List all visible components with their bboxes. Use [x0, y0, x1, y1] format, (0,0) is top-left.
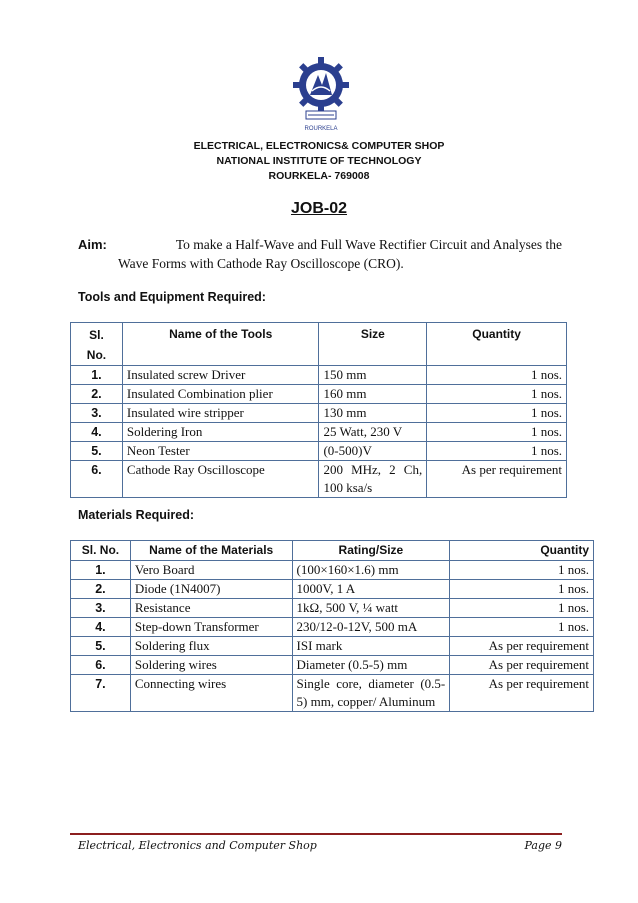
aim-line-1: To make a Half-Wave and Full Wave Rectifier Circuit and Analyses the — [175, 237, 562, 252]
table-row — [71, 656, 594, 675]
sl-no-cell: 5. — [71, 442, 123, 461]
page-number: Page 9 — [524, 839, 562, 852]
tool-name-cell: Soldering Iron — [122, 423, 319, 442]
table-row — [71, 580, 594, 599]
rating-size-cell: ISI mark — [292, 637, 450, 656]
rating-size-cell: 230/12-0-12V, 500 mA — [292, 618, 450, 637]
institute-city: ROURKELA- 769008 — [268, 170, 370, 182]
quantity-cell: As per requirement — [427, 461, 567, 498]
table-row — [71, 637, 594, 656]
aim-label: Aim: — [78, 237, 107, 252]
column-header-quantity: Quantity — [450, 541, 594, 561]
tool-name-cell: Insulated Combination plier — [122, 385, 319, 404]
footer-rule — [70, 833, 562, 835]
material-name-cell: Resistance — [130, 599, 292, 618]
quantity-cell: 1 nos. — [427, 385, 567, 404]
tool-name-cell: Neon Tester — [122, 442, 319, 461]
column-header-quantity: Quantity — [427, 323, 567, 366]
sl-no-cell: 3. — [71, 599, 131, 618]
size-cell: 160 mm — [319, 385, 427, 404]
table-row — [71, 599, 594, 618]
sl-no-cell: 6. — [71, 461, 123, 498]
tool-name-cell: Insulated wire stripper — [122, 404, 319, 423]
table-row — [71, 618, 594, 637]
sl-no-cell: 7. — [71, 675, 131, 712]
quantity-cell: 1 nos. — [450, 618, 594, 637]
table-row — [71, 675, 594, 712]
table-row — [71, 461, 567, 498]
quantity-cell: 1 nos. — [427, 442, 567, 461]
column-header-size: Size — [319, 323, 427, 366]
quantity-cell: 1 nos. — [450, 599, 594, 618]
page-footer — [78, 839, 562, 852]
table-row — [71, 561, 594, 580]
sl-no-cell: 2. — [71, 580, 131, 599]
quantity-cell: As per requirement — [450, 675, 594, 712]
size-cell: 200 MHz, 2 Ch, 100 ksa/s — [319, 461, 427, 498]
institute-name: NATIONAL INSTITUTE OF TECHNOLOGY — [216, 155, 422, 167]
aim-paragraph — [78, 235, 562, 273]
tool-name-cell: Cathode Ray Oscilloscope — [122, 461, 319, 498]
quantity-cell: As per requirement — [450, 637, 594, 656]
table-header-row — [71, 323, 567, 366]
table-row — [71, 385, 567, 404]
materials-table — [70, 540, 594, 712]
quantity-cell: 1 nos. — [450, 580, 594, 599]
quantity-cell: As per requirement — [450, 656, 594, 675]
sl-no-cell: 1. — [71, 366, 123, 385]
size-cell: 25 Watt, 230 V — [319, 423, 427, 442]
material-name-cell: Vero Board — [130, 561, 292, 580]
tool-name-cell: Insulated screw Driver — [122, 366, 319, 385]
sl-no-cell: 4. — [71, 423, 123, 442]
quantity-cell: 1 nos. — [427, 404, 567, 423]
sl-no-cell: 4. — [71, 618, 131, 637]
tools-heading: Tools and Equipment Required: — [78, 290, 266, 304]
institute-logo — [292, 55, 350, 133]
quantity-cell: 1 nos. — [427, 366, 567, 385]
rating-size-cell: 1000V, 1 A — [292, 580, 450, 599]
rating-size-cell: 1kΩ, 500 V, ¼ watt — [292, 599, 450, 618]
quantity-cell: 1 nos. — [427, 423, 567, 442]
material-name-cell: Step-down Transformer — [130, 618, 292, 637]
column-header-sl-no: Sl. No. — [71, 323, 123, 366]
material-name-cell: Connecting wires — [130, 675, 292, 712]
logo-lettering: ROURKELA — [304, 126, 338, 132]
quantity-cell: 1 nos. — [450, 561, 594, 580]
sl-no-cell: 6. — [71, 656, 131, 675]
material-name-cell: Diode (1N4007) — [130, 580, 292, 599]
rating-size-cell: Single core, diameter (0.5-5) mm, copper/ Aluminum — [292, 675, 450, 712]
material-name-cell: Soldering wires — [130, 656, 292, 675]
rating-size-cell: Diameter (0.5-5) mm — [292, 656, 450, 675]
sl-no-cell: 3. — [71, 404, 123, 423]
table-row — [71, 366, 567, 385]
rating-size-cell: (100×160×1.6) mm — [292, 561, 450, 580]
job-title: JOB-02 — [290, 200, 348, 217]
column-header-rating-size: Rating/Size — [292, 541, 450, 561]
shop-name: ELECTRICAL, ELECTRONICS& COMPUTER SHOP — [193, 140, 445, 152]
sl-no-cell: 5. — [71, 637, 131, 656]
sl-no-cell: 1. — [71, 561, 131, 580]
table-row — [71, 442, 567, 461]
materials-heading: Materials Required: — [78, 508, 195, 522]
column-header-sl-no: Sl. No. — [71, 541, 131, 561]
column-header-tool-name: Name of the Tools — [122, 323, 319, 366]
table-row — [71, 423, 567, 442]
table-row — [71, 404, 567, 423]
aim-line-2: Wave Forms with Cathode Ray Oscilloscope (CRO). — [118, 256, 404, 271]
material-name-cell: Soldering flux — [130, 637, 292, 656]
size-cell: (0-500)V — [319, 442, 427, 461]
table-header-row — [71, 541, 594, 561]
tools-table — [70, 322, 567, 498]
column-header-material-name: Name of the Materials — [130, 541, 292, 561]
size-cell: 150 mm — [319, 366, 427, 385]
footer-shop-name: Electrical, Electronics and Computer Shop — [78, 839, 317, 852]
sl-no-cell: 2. — [71, 385, 123, 404]
size-cell: 130 mm — [319, 404, 427, 423]
